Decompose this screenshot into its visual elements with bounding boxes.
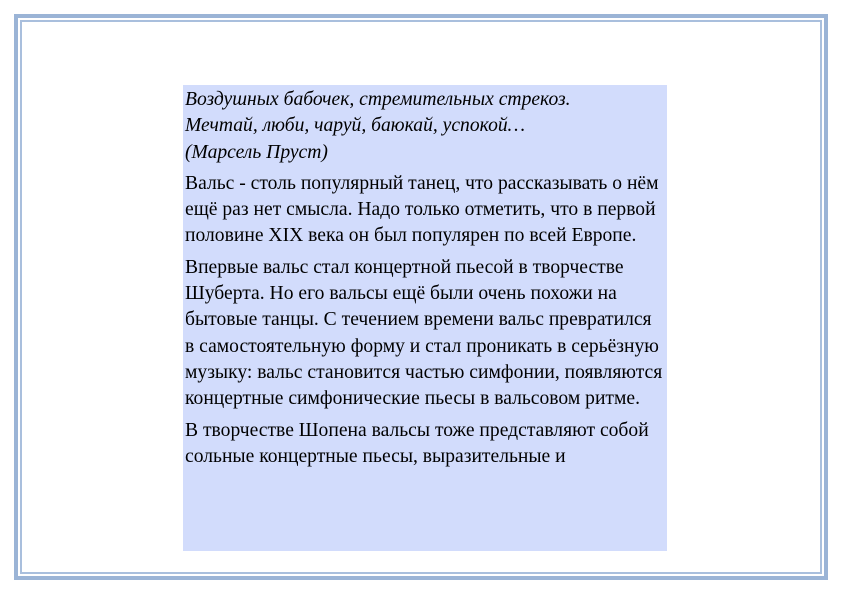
text-box xyxy=(183,85,667,551)
epigraph-line-2: Мечтай, люби, чаруй, баюкай, успокой… xyxy=(185,115,526,137)
paragraph-waltz-schubert: Впервые вальс стал концертной пьесой в творчестве Шуберта. Но его вальсы ещё были очень похожи на бытовые танцы. С течением времени вальс превратился в самостоятельную форму и стал проникать в серьёзную музыку: вальс становится частью симфонии, появляются концертные симфонические пьесы в вальсовом ритме. xyxy=(185,256,663,410)
epigraph-line-1: Воздушных бабочек, стремительных стрекоз. xyxy=(185,89,571,110)
paragraph-waltz-chopin: В творчестве Шопена вальсы тоже представляют собой сольные концертные пьесы, выразительные и xyxy=(185,419,649,467)
paragraph-waltz-popularity: Вальс - столь популярный танец, что рассказывать о нём ещё раз нет смысла. Надо только отметить, что в первой половине XIX века он был популярен по всей Европе. xyxy=(185,172,659,247)
epigraph xyxy=(185,87,665,166)
epigraph-author: (Марсель Пруст) xyxy=(185,141,328,163)
